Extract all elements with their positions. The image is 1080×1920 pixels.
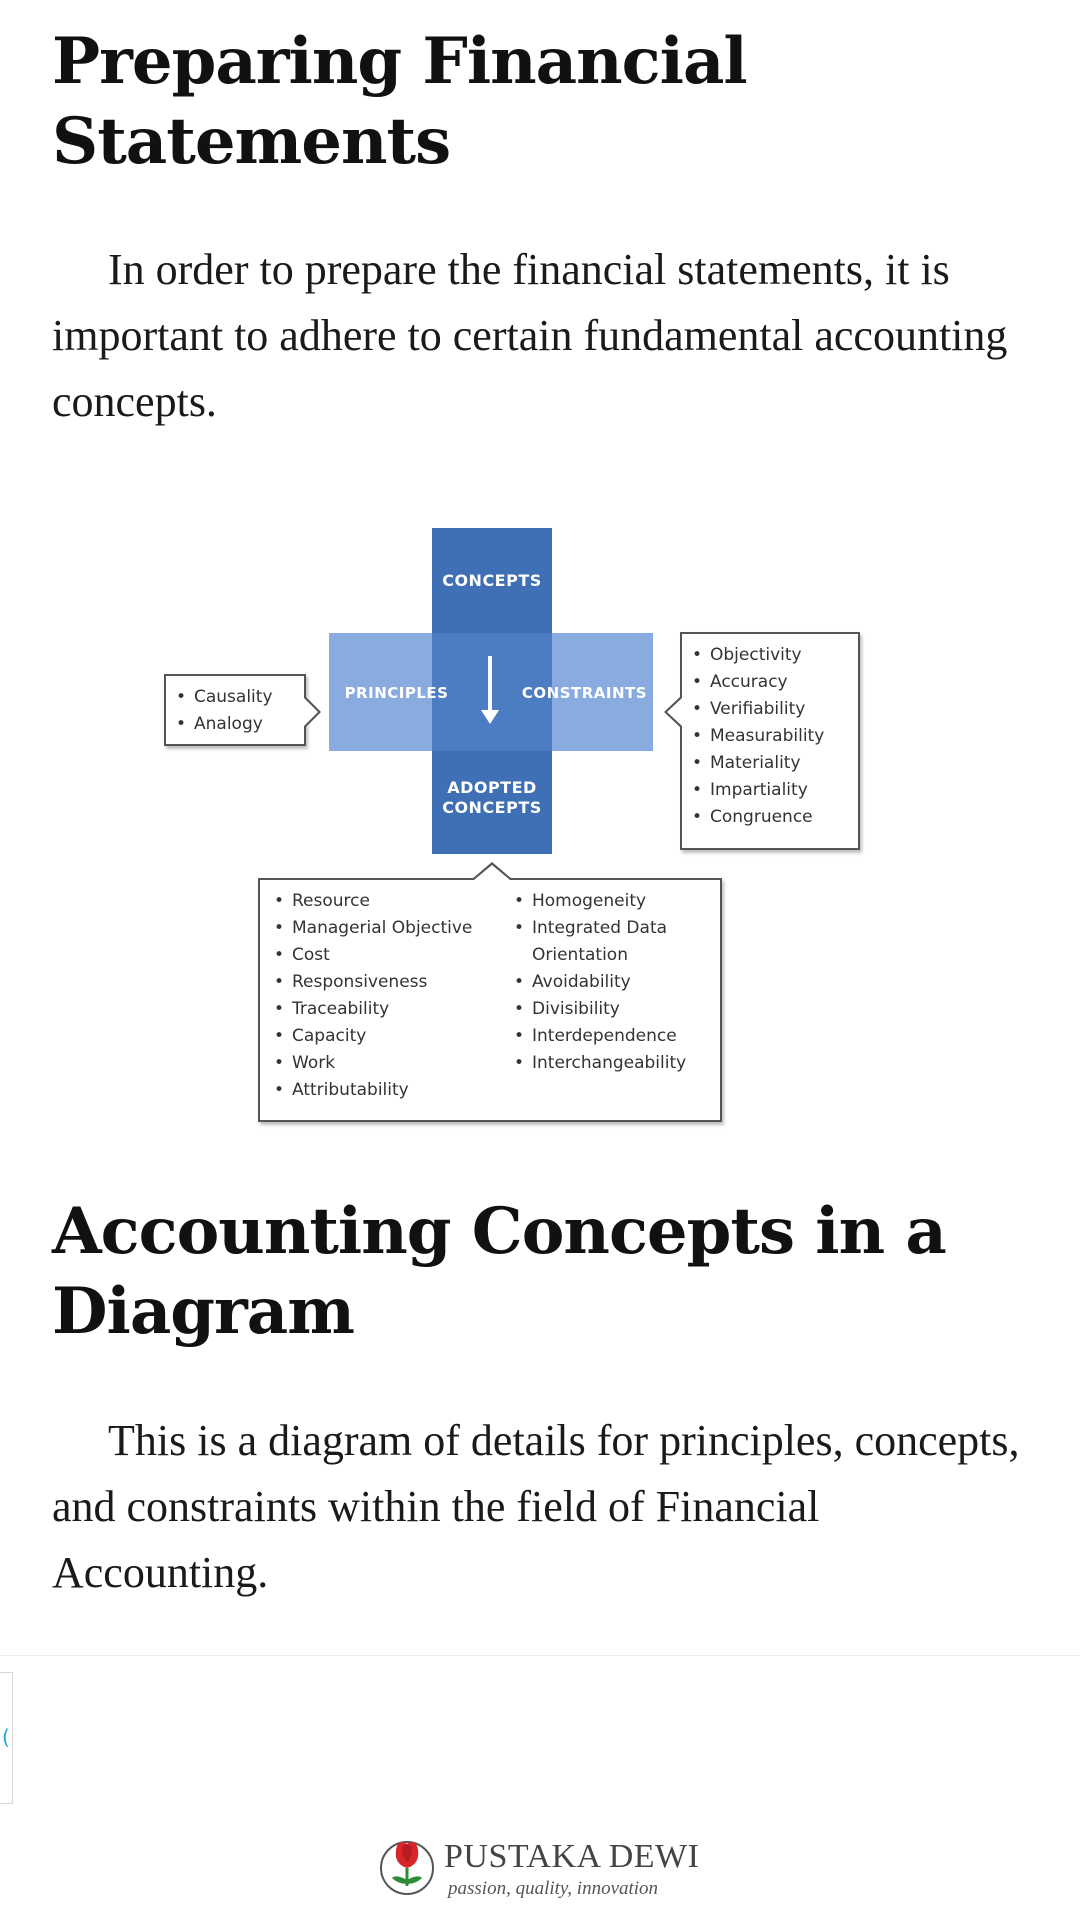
list-item: • Attributability (270, 1077, 472, 1104)
list-item: • Accuracy (688, 669, 858, 696)
principles-callout (164, 674, 306, 746)
diagram-description-paragraph: This is a diagram of details for principles, concepts, and constraints within the field of Financial Accounting. (52, 1416, 1020, 1597)
accounting-concepts-diagram (162, 528, 862, 1124)
callout-pointer-fill (667, 698, 682, 726)
list-item-continuation: Orientation (532, 945, 628, 965)
intro-paragraph: In order to prepare the financial statements, it is important to adhere to certain fundamental accounting concepts. (52, 245, 1008, 426)
adopted-list-col1 (270, 888, 472, 1104)
list-item: • Homogeneity (510, 888, 686, 915)
list-item: • Traceability (270, 996, 472, 1023)
brand-name: PUSTAKA DEWI (444, 1838, 700, 1875)
list-item: • Divisibility (510, 996, 686, 1023)
tulip-logo-icon (378, 1834, 436, 1898)
callout-pointer-fill (474, 865, 510, 880)
adopted-concepts-callout (258, 878, 722, 1122)
list-item: • Analogy (172, 711, 304, 738)
list-item: • Causality (172, 684, 304, 711)
publisher-logo (378, 1832, 718, 1904)
list-item: • Responsiveness (270, 969, 472, 996)
list-item: • Verifiability (688, 696, 858, 723)
constraints-label: CONSTRAINTS (521, 684, 648, 702)
principles-list (172, 684, 304, 738)
list-item: • Avoidability (510, 969, 686, 996)
list-item: • Resource (270, 888, 472, 915)
adopted-concepts-label (432, 778, 552, 818)
list-item: • Work (270, 1050, 472, 1077)
principles-label: PRINCIPLES (344, 684, 449, 702)
side-drawer-tab[interactable] (0, 1672, 13, 1804)
constraints-callout (680, 632, 860, 850)
section-heading: Accounting Concepts in a Diagram (52, 1194, 946, 1349)
page-title: Preparing Financial Statements (52, 24, 747, 179)
list-item: • Capacity (270, 1023, 472, 1050)
list-item: • Cost (270, 942, 472, 969)
list-item: • Measurability (688, 723, 858, 750)
adopted-label-line1: ADOPTED (447, 778, 537, 797)
list-item: • Interdependence (510, 1023, 686, 1050)
adopted-label-line2: CONCEPTS (442, 798, 542, 817)
brand-tagline: passion, quality, innovation (448, 1878, 659, 1899)
footer-divider (0, 1655, 1080, 1656)
list-item: • Integrated Data (510, 915, 686, 942)
arrow-down-icon (488, 656, 492, 714)
list-item: • Objectivity (688, 642, 858, 669)
callout-pointer-fill (304, 698, 318, 726)
side-tab-glyph: ( (2, 1725, 10, 1749)
list-item: • Interchangeability (510, 1050, 686, 1077)
list-item: • Materiality (688, 750, 858, 777)
list-item: • Congruence (688, 804, 858, 831)
list-item: • Impartiality (688, 777, 858, 804)
list-item: • Managerial Objective (270, 915, 472, 942)
concepts-label: CONCEPTS (442, 571, 542, 590)
adopted-list-col2 (510, 888, 686, 1077)
constraints-list (688, 642, 858, 831)
